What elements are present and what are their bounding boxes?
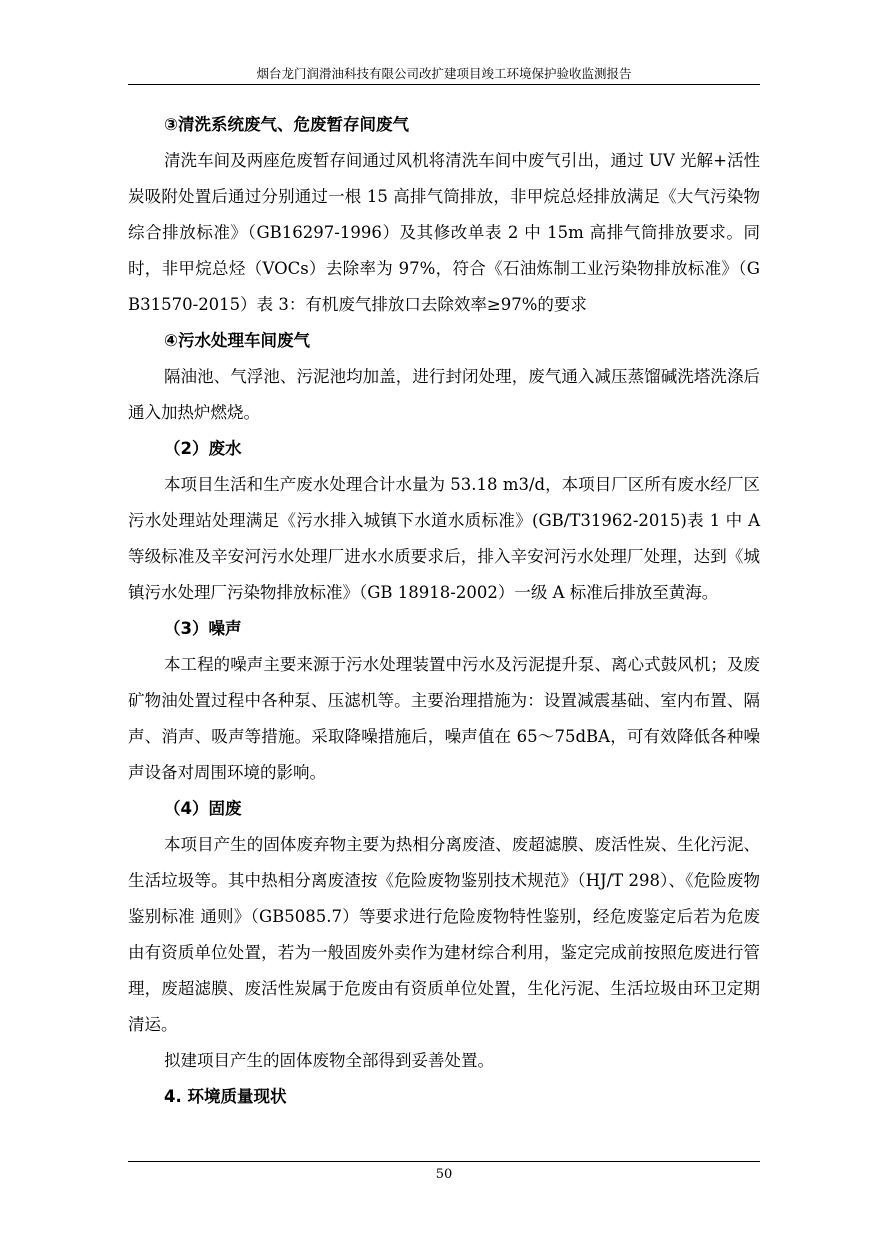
paragraph-solid-waste-summary: 拟建项目产生的固体废物全部得到妥善处置。 [164, 1051, 494, 1070]
paragraph-cleaning-exhaust: 清洗车间及两座危废暂存间通过风机将清洗车间中废气引出，通过 UV 光解+活性炭吸附处置后通过分别通过一根 15 高排气筒排放，非甲烷总烃排放满足《大气污染物综合排放标准》（GB16297-1996）及其修改单表 2 中 15m 高排气筒排放要求。同时，非甲烷总烃（VOCs）去除率为 97%，符合《石油炼制工业污染物排放标准》（GB31570-2015）表 3：有机废气排放口去除效率≥97%的要求 [128, 151, 760, 314]
paragraph-solid-waste: 本项目产生的固体废弃物主要为热相分离废渣、废超滤膜、废活性炭、生化污泥、生活垃圾等。其中热相分离废渣按《危险废物鉴别技术规范》（HJ/T 298）、《危险废物鉴别标准 通则》（GB5085.7）等要求进行危险废物特性鉴别，经危废鉴定后若为危废由有资质单位处置，若为一般固废外卖作为建材综合利用，鉴定完成前按照危废进行管理，废超滤膜、废活性炭属于危废由有资质单位处置，生化污泥、生活垃圾由环卫定期清运。 [128, 835, 760, 1034]
page-header: 烟台龙门润滑油科技有限公司改扩建项目竣工环境保护验收监测报告 [256, 66, 632, 81]
paragraph-sewage-workshop-exhaust: 隔油池、气浮池、污泥池均加盖，进行封闭处理，废气通入减压蒸馏碱洗塔洗涤后通入加热炉燃烧。 [128, 367, 760, 422]
page-number: 50 [435, 1167, 453, 1182]
section-heading-sewage-workshop-exhaust: ④污水处理车间废气 [164, 331, 310, 350]
section-heading-noise: （3）噪声 [164, 619, 242, 638]
page-content [128, 107, 760, 1115]
section-heading-solid-waste: （4）固废 [164, 799, 242, 818]
footer-divider [128, 1161, 760, 1162]
paragraph-wastewater: 本项目生活和生产废水处理合计水量为 53.18 m3/d，本项目厂区所有废水经厂区污水处理站处理满足《污水排入城镇下水道水质标准》(GB/T31962-2015)表 1 中 A 等级标准及辛安河污水处理厂进水水质要求后，排入辛安河污水处理厂处理，达到《城镇污水处理厂污染物排放标准》（GB 18918-2002）一级 A 标准后排放至黄海。 [128, 475, 760, 602]
header-divider [128, 84, 760, 85]
section-heading-environmental-quality: 4. 环境质量现状 [164, 1087, 287, 1106]
section-heading-wastewater: （2）废水 [164, 439, 242, 458]
paragraph-noise: 本工程的噪声主要来源于污水处理装置中污水及污泥提升泵、离心式鼓风机；及废矿物油处置过程中各种泵、压滤机等。主要治理措施为：设置减震基础、室内布置、隔声、消声、吸声等措施。采取降噪措施后，噪声值在 65～75dBA，可有效降低各种噪声设备对周围环境的影响。 [128, 655, 760, 782]
section-heading-cleaning-exhaust: ③清洗系统废气、危废暂存间废气 [164, 115, 409, 134]
